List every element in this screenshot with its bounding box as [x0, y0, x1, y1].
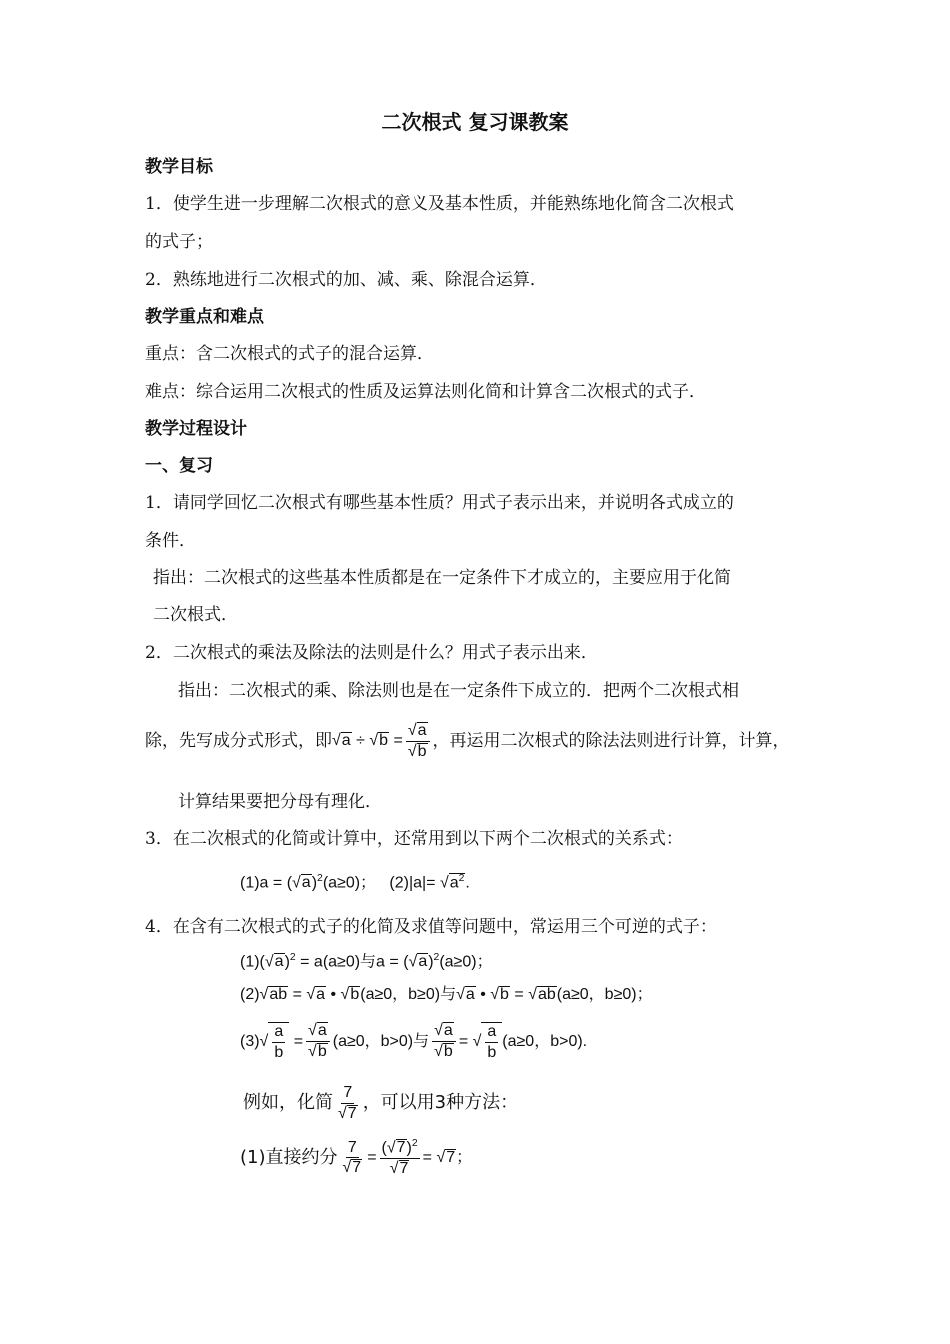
note-2-text-before: 除，先写成分式形式，即: [145, 730, 332, 751]
example-text-before: 例如，化简: [243, 1092, 333, 1114]
note-2-line-2: [145, 722, 790, 761]
note-2-line-3: 计算结果要把分母有理化．: [178, 792, 382, 812]
question-4: 4．在含有二次根式的式子的化简及求值等问题中，常运用三个可逆的式子：: [145, 917, 717, 937]
method-1-formula: $\frac{7}{√7}$ = $\frac{(√7)^2}{√7}$ = √ 7 ；: [342, 1138, 473, 1178]
question-3: 3．在二次根式的化简或计算中，还常用到以下两个二次根式的关系式：: [145, 829, 683, 849]
method-1-line: [240, 1138, 472, 1178]
example-text-after: ，可以用3种方法：: [362, 1092, 519, 1114]
page-title: 二次根式 复习课教案: [381, 110, 569, 134]
formula-q4-2: (2)√ab = √a • √b(a≥0，b≥0)与√a • √b = √ab(a≥0，b≥0)；: [240, 986, 653, 1003]
formula-q4-3: (3)√ $\frac{a}{b}$ = $\frac{√a}{√b}$ (a≥0，b>0)与 $\frac{√a}{√b}$ = √ $\frac{a}{b}$ (a≥0，b>0).: [240, 1022, 588, 1061]
note-2-text-after: ，再运用二次根式的除法法则进行计算，计算，: [432, 730, 790, 751]
note-2-line-1: 指出：二次根式的乘、除法则也是在一定条件下成立的．把两个二次根式相: [178, 681, 739, 701]
formula-q4-1: $(1)(√a)^2 = a(a\ge 0)$与$a = (√a)^2(a\ge 0)$；: [240, 952, 493, 971]
heading-key-points: 教学重点和难点: [145, 307, 264, 327]
goal-1-line-2: 的式子；: [145, 232, 213, 252]
method-1-label: (1)直接约分: [240, 1146, 338, 1168]
goal-2: 2．熟练地进行二次根式的加、减、乘、除混合运算．: [145, 270, 547, 290]
example-line: [243, 1084, 518, 1122]
question-1-line-1: 1．请同学回忆二次根式有哪些基本性质？用式子表示出来，并说明各式成立的: [145, 493, 734, 513]
goal-1-line-1: 1．使学生进一步理解二次根式的意义及基本性质，并能熟练地化简含二次根式: [145, 194, 734, 214]
note-1-line-1: 指出：二次根式的这些基本性质都是在一定条件下才成立的，主要应用于化简: [153, 568, 731, 588]
difficult-point: 难点：综合运用二次根式的性质及运算法则化简和计算含二次根式的式子．: [145, 382, 706, 402]
key-point: 重点：含二次根式的式子的混合运算．: [145, 344, 434, 364]
question-1-line-2: 条件．: [145, 531, 196, 551]
example-fraction: $\frac{7}{√7}$: [338, 1084, 357, 1122]
note-1-line-2: 二次根式．: [153, 605, 238, 625]
formula-q3: $(1)a = (√a)^2(a\ge 0)$； $(2)|a|= √a^2$.: [240, 873, 470, 892]
heading-teaching-goals: 教学目标: [145, 157, 213, 177]
heading-process: 教学过程设计: [145, 419, 247, 439]
division-formula: √ a ÷ √ b = $\frac{√a}{√b}$: [332, 722, 433, 761]
question-2: 2．二次根式的乘法及除法的法则是什么？用式子表示出来．: [145, 643, 598, 663]
heading-review: 一、复习: [145, 456, 213, 476]
